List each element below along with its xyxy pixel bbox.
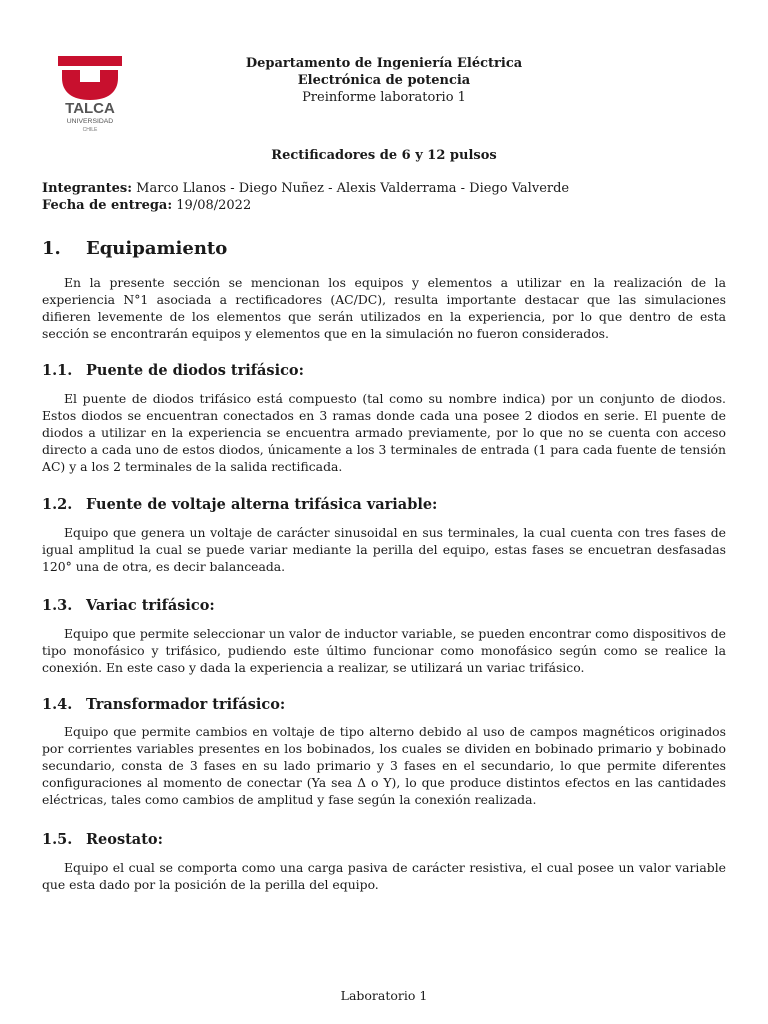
subsection-number: 1.5. — [42, 831, 73, 848]
section-paragraph: En la presente sección se mencionan los equipos y elementos a utilizar en la realización de la experiencia N°1 asociada a rectificadores (AC/DC), resulta importante destacar que las simulaciones difieren levemente de los elementos que serán utilizados en la experiencia, por lo que dentro de esta sección se encontrarán equipos y elementos que en la simulación no fueron considerados. — [42, 275, 726, 341]
document-meta — [42, 180, 569, 214]
subsection-number: 1.4. — [42, 696, 73, 713]
subsection-title: Reostato: — [86, 831, 163, 848]
subsection-paragraph: Equipo que genera un voltaje de carácter sinusoidal en sus terminales, la cual cuenta con tres fases de igual amplitud la cual se puede variar mediante la perilla del equipo, estas fases se encuetran desfasadas 120° una de otra, es decir balanceada. — [42, 525, 726, 574]
logo-word: TALCA — [65, 100, 115, 117]
subsection-heading — [42, 496, 437, 513]
subsection-heading — [42, 597, 215, 614]
members-label: Integrantes: — [42, 181, 133, 196]
section-title: Equipamiento — [86, 238, 228, 259]
members-value: Marco Llanos - Diego Nuñez - Alexis Valderrama - Diego Valverde — [132, 181, 570, 196]
document-type: Preinforme laboratorio 1 — [302, 90, 466, 105]
department-name: Departamento de Ingeniería Eléctrica — [245, 56, 523, 71]
subsection-paragraph: Equipo que permite cambios en voltaje de tipo alterno debido al uso de campos magnéticos originados por corrientes variables presentes en los bobinados, los cuales se dividen en bobinado primario y bobinado secundario, consta de 3 fases en su lado primario y 3 fases en el secundario, lo que permite diferentes configuraciones al momento de conectar (Ya sea Δ o Y), lo que produce distintos efectos en las cantidades eléctricas, tales como cambios de amplitud y fase según la conexión realizada. — [42, 724, 726, 807]
subsection-paragraph: El puente de diodos trifásico está compuesto (tal como su nombre indica) por un conjunto de diodos. Estos diodos se encuentran conectados en 3 ramas donde cada una posee 2 diodos en serie. El puente de diodos a utilizar en la experiencia se encuentra armado previamente, por lo que no se cuenta con acceso directo a cada uno de estos diodos, únicamente a los 3 terminales de entrada (1 para cada fuente de tensión AC) y a los 2 terminales de la salida rectificada. — [42, 391, 726, 474]
subsection-title: Puente de diodos trifásico: — [86, 362, 304, 379]
course-name: Electrónica de potencia — [297, 73, 471, 88]
date-label: Fecha de entrega: — [42, 198, 173, 213]
subsection-heading — [42, 696, 285, 713]
subsection-heading — [42, 831, 163, 848]
subsection-title: Transformador trifásico: — [86, 696, 286, 713]
logo-line2: CHILE — [82, 127, 98, 133]
subsection-title: Fuente de voltaje alterna trifásica variable: — [86, 496, 438, 513]
page-footer: Laboratorio 1 — [340, 988, 428, 1003]
subsection-paragraph: Equipo el cual se comporta como una carga pasiva de carácter resistiva, el cual posee un valor variable que esta dado por la posición de la perilla del equipo. — [42, 860, 726, 892]
document-title: Rectificadores de 6 y 12 pulsos — [271, 148, 497, 163]
subsection-number: 1.1. — [42, 362, 73, 379]
logo-line1: UNIVERSIDAD — [66, 118, 114, 125]
document-header — [0, 55, 768, 106]
subsection-heading — [42, 362, 304, 379]
subsection-number: 1.3. — [42, 597, 73, 614]
date-value: 19/08/2022 — [172, 198, 252, 213]
section-heading — [42, 238, 227, 259]
subsection-paragraph: Equipo que permite seleccionar un valor de inductor variable, se pueden encontrar como dispositivos de tipo monofásico y trifásico, pudiendo este último funcionar como monofásico según como se realice la conexión. En este caso y dada la experiencia a realizar, se utilizará un variac trifásico. — [42, 626, 726, 675]
subsection-number: 1.2. — [42, 496, 73, 513]
subsection-title: Variac trifásico: — [86, 597, 215, 614]
section-number: 1. — [42, 238, 61, 259]
